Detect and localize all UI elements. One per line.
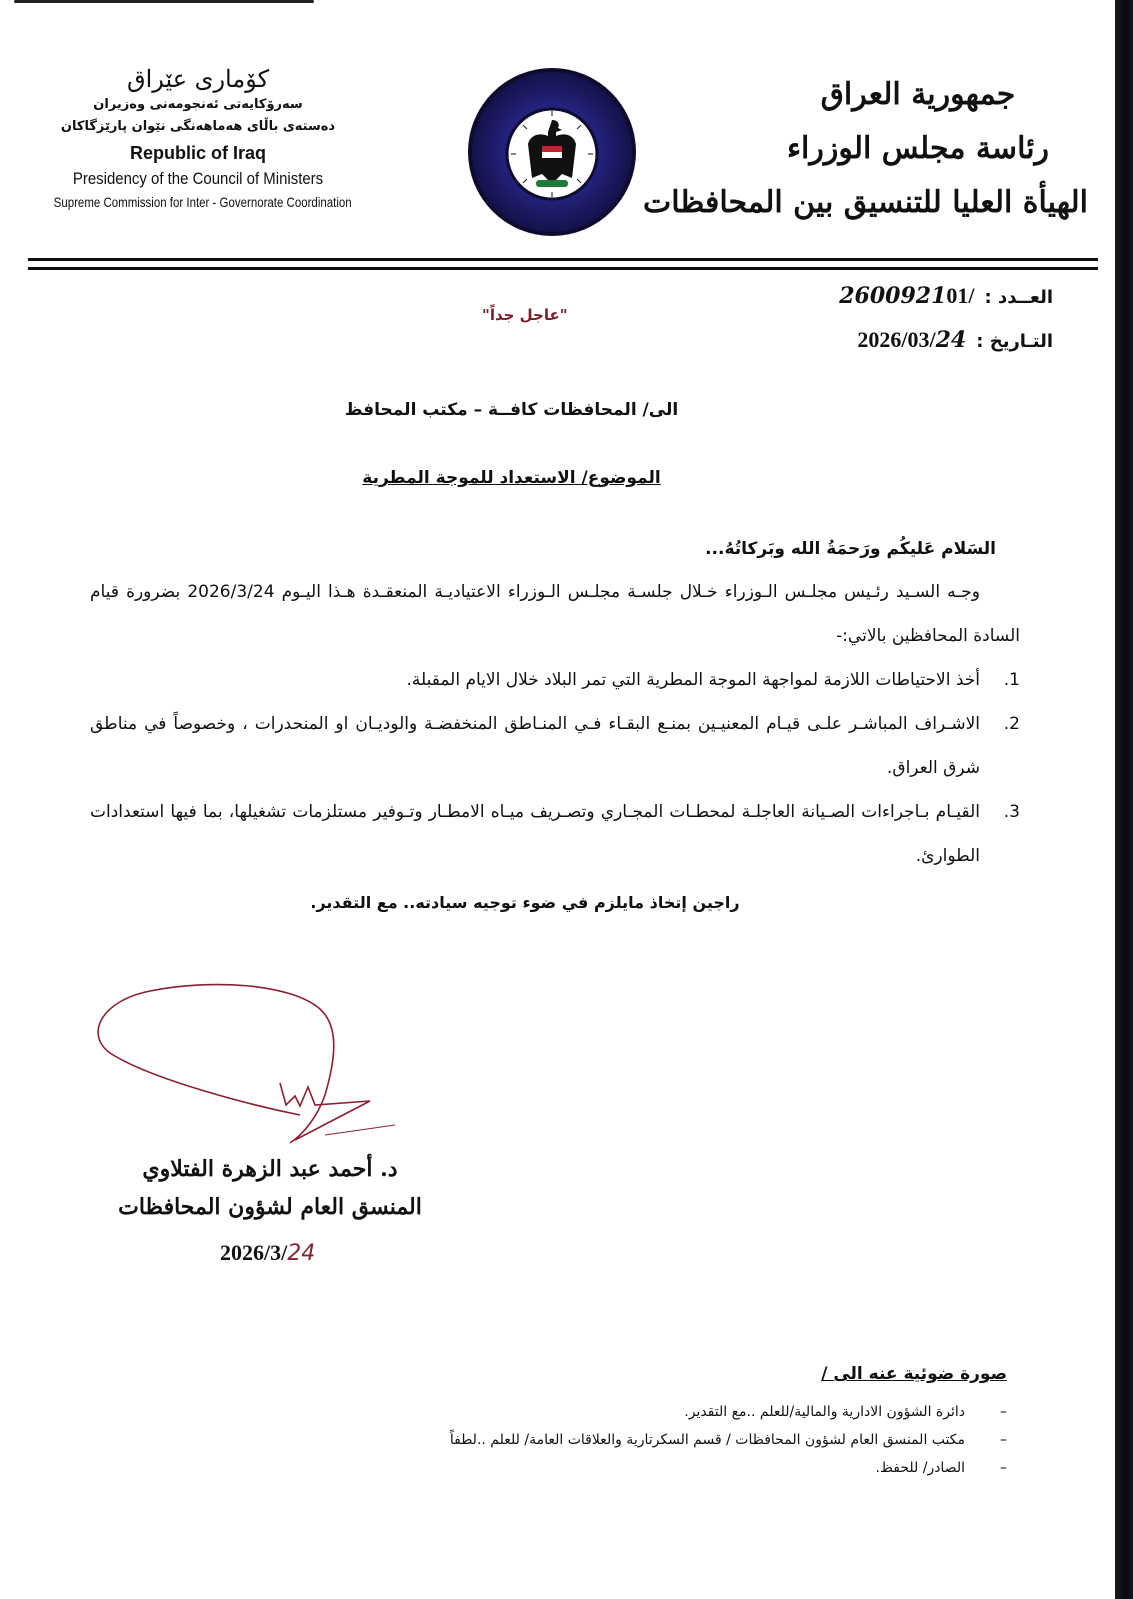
cc-item-text: دائرة الشؤون الادارية والمالية/للعلم ..مع التقدير. — [684, 1404, 965, 1420]
english-line-1: Republic of Iraq — [129, 143, 266, 163]
signatory-block — [100, 1150, 440, 1226]
addressee: الى/ المحافظات كافــة – مكتب المحافظ — [344, 400, 679, 420]
cc-item — [450, 1426, 1007, 1454]
kurdish-title: كۆماری عێراق — [126, 65, 270, 93]
item-text: القيـام بـاجراءات الصـيانة العاجلـة لمحطـات المجـاري وتصـريف ميـاه الامطـار وتـوفير مستلزمات تشغيلها، بما فيها استعدادات الطوارئ. — [90, 802, 980, 866]
list-item — [90, 658, 1020, 702]
reference-number-row — [839, 283, 1053, 327]
english-line-3: Supreme Commission for Inter - Governorate Coordination — [53, 194, 352, 210]
cc-dash: – — [1000, 1404, 1007, 1420]
cc-block — [450, 1364, 1007, 1482]
scan-edge-right — [1115, 0, 1133, 1599]
cc-dash: – — [1000, 1432, 1007, 1448]
reference-date-row — [839, 327, 1053, 371]
item-number: 1. — [1003, 670, 1020, 690]
letter-body — [90, 534, 1020, 918]
letterhead-left — [22, 64, 374, 212]
list-item — [90, 790, 1020, 878]
signature-tail — [325, 1125, 395, 1135]
header-rule-top — [28, 258, 1098, 261]
reference-block — [839, 283, 1053, 371]
letterhead-right — [643, 68, 1088, 230]
header-rule-bottom — [28, 267, 1098, 270]
item-number: 2. — [1003, 714, 1020, 734]
date-value — [857, 327, 966, 353]
list-item — [90, 702, 1020, 790]
kurdish-line-2: دەستەی باڵای هەماهەنگی نێوان پارێزگاکان — [60, 119, 336, 134]
cc-item-text: مكتب المنسق العام لشؤون المحافظات / قسم السكرتارية والعلاقات العامة/ للعلم ..لطفاً — [449, 1432, 965, 1448]
number-handwritten: 2600921 — [839, 283, 947, 309]
date-printed: 2026/03/ — [857, 327, 936, 352]
date-handwritten: 24 — [935, 327, 967, 353]
signature-date — [220, 1240, 315, 1266]
greeting: السَلام عَليكُم ورَحمَةُ الله وبَركاتُهُ... — [705, 539, 996, 559]
item-text: الاشـراف المباشـر علـى قيـام المعنيـين بمنـع البقـاء فـي المنـاطق المنخفضـة والوديـان او المنحدرات ، وخصوصاً في مناطق شرق العراق. — [90, 714, 980, 778]
signatory-name: د. أحمد عبد الزهرة الفتلاوي — [142, 1156, 398, 1182]
directive-list — [90, 658, 1020, 878]
number-printed: 01/ — [946, 283, 975, 308]
signature-date-handwritten: 24 — [287, 1241, 316, 1266]
cc-dash: – — [1000, 1460, 1007, 1476]
kurdish-line-1: سەرۆکایەتی ئەنجومەنی وەزیران — [93, 97, 303, 112]
cc-title: صورة ضوئية عنه الى / — [821, 1364, 1007, 1384]
arabic-line-1: جمهورية العراق — [820, 77, 1016, 112]
scan-edge-top — [14, 0, 314, 3]
cc-item — [450, 1454, 1007, 1482]
date-label: التـاريخ : — [976, 331, 1053, 352]
cc-item-text: الصادر/ للحفظ. — [875, 1460, 965, 1476]
handwritten-signature-icon — [90, 975, 430, 1145]
arabic-line-2: رئاسة مجلس الوزراء — [786, 131, 1050, 166]
subject-text: الموضوع/ الاستعداد للموجة المطرية — [362, 468, 661, 488]
subject-line — [0, 468, 1133, 488]
signature-date-printed: 2026/3/ — [220, 1240, 288, 1265]
item-text: أخذ الاحتياطات اللازمة لمواجهة الموجة المطرية التي تمر البلاد خلال الايام المقبلة. — [406, 670, 980, 690]
arabic-line-3: الهيأة العليا للتنسيق بين المحافظات — [643, 185, 1088, 220]
cc-item — [450, 1398, 1007, 1426]
number-value — [839, 283, 974, 309]
urgency-label: "عاجل جداً" — [482, 306, 568, 324]
intro-paragraph — [90, 570, 1020, 658]
item-number: 3. — [1003, 802, 1020, 822]
signature-stroke — [280, 1083, 370, 1140]
signature-loop — [98, 985, 334, 1143]
signatory-title: المنسق العام لشؤون المحافظات — [118, 1194, 422, 1220]
english-line-2: Presidency of the Council of Ministers — [72, 169, 324, 188]
intro-text: وجـه السـيد رئـيس مجلـس الـوزراء خـلال جلسـة مجلـس الـوزراء الاعتياديـة المنعقـدة هـذا اليـوم 2026/3/24 بضرورة قيام السادة المحافظين بالاتي:- — [90, 582, 1020, 646]
closing-line: راجين إتخاذ مايلزم في ضوء توجيه سيادته.. مع التقدير. — [310, 893, 740, 912]
iraq-eagle-emblem-icon — [466, 66, 638, 238]
number-label: العــدد : — [984, 287, 1053, 308]
